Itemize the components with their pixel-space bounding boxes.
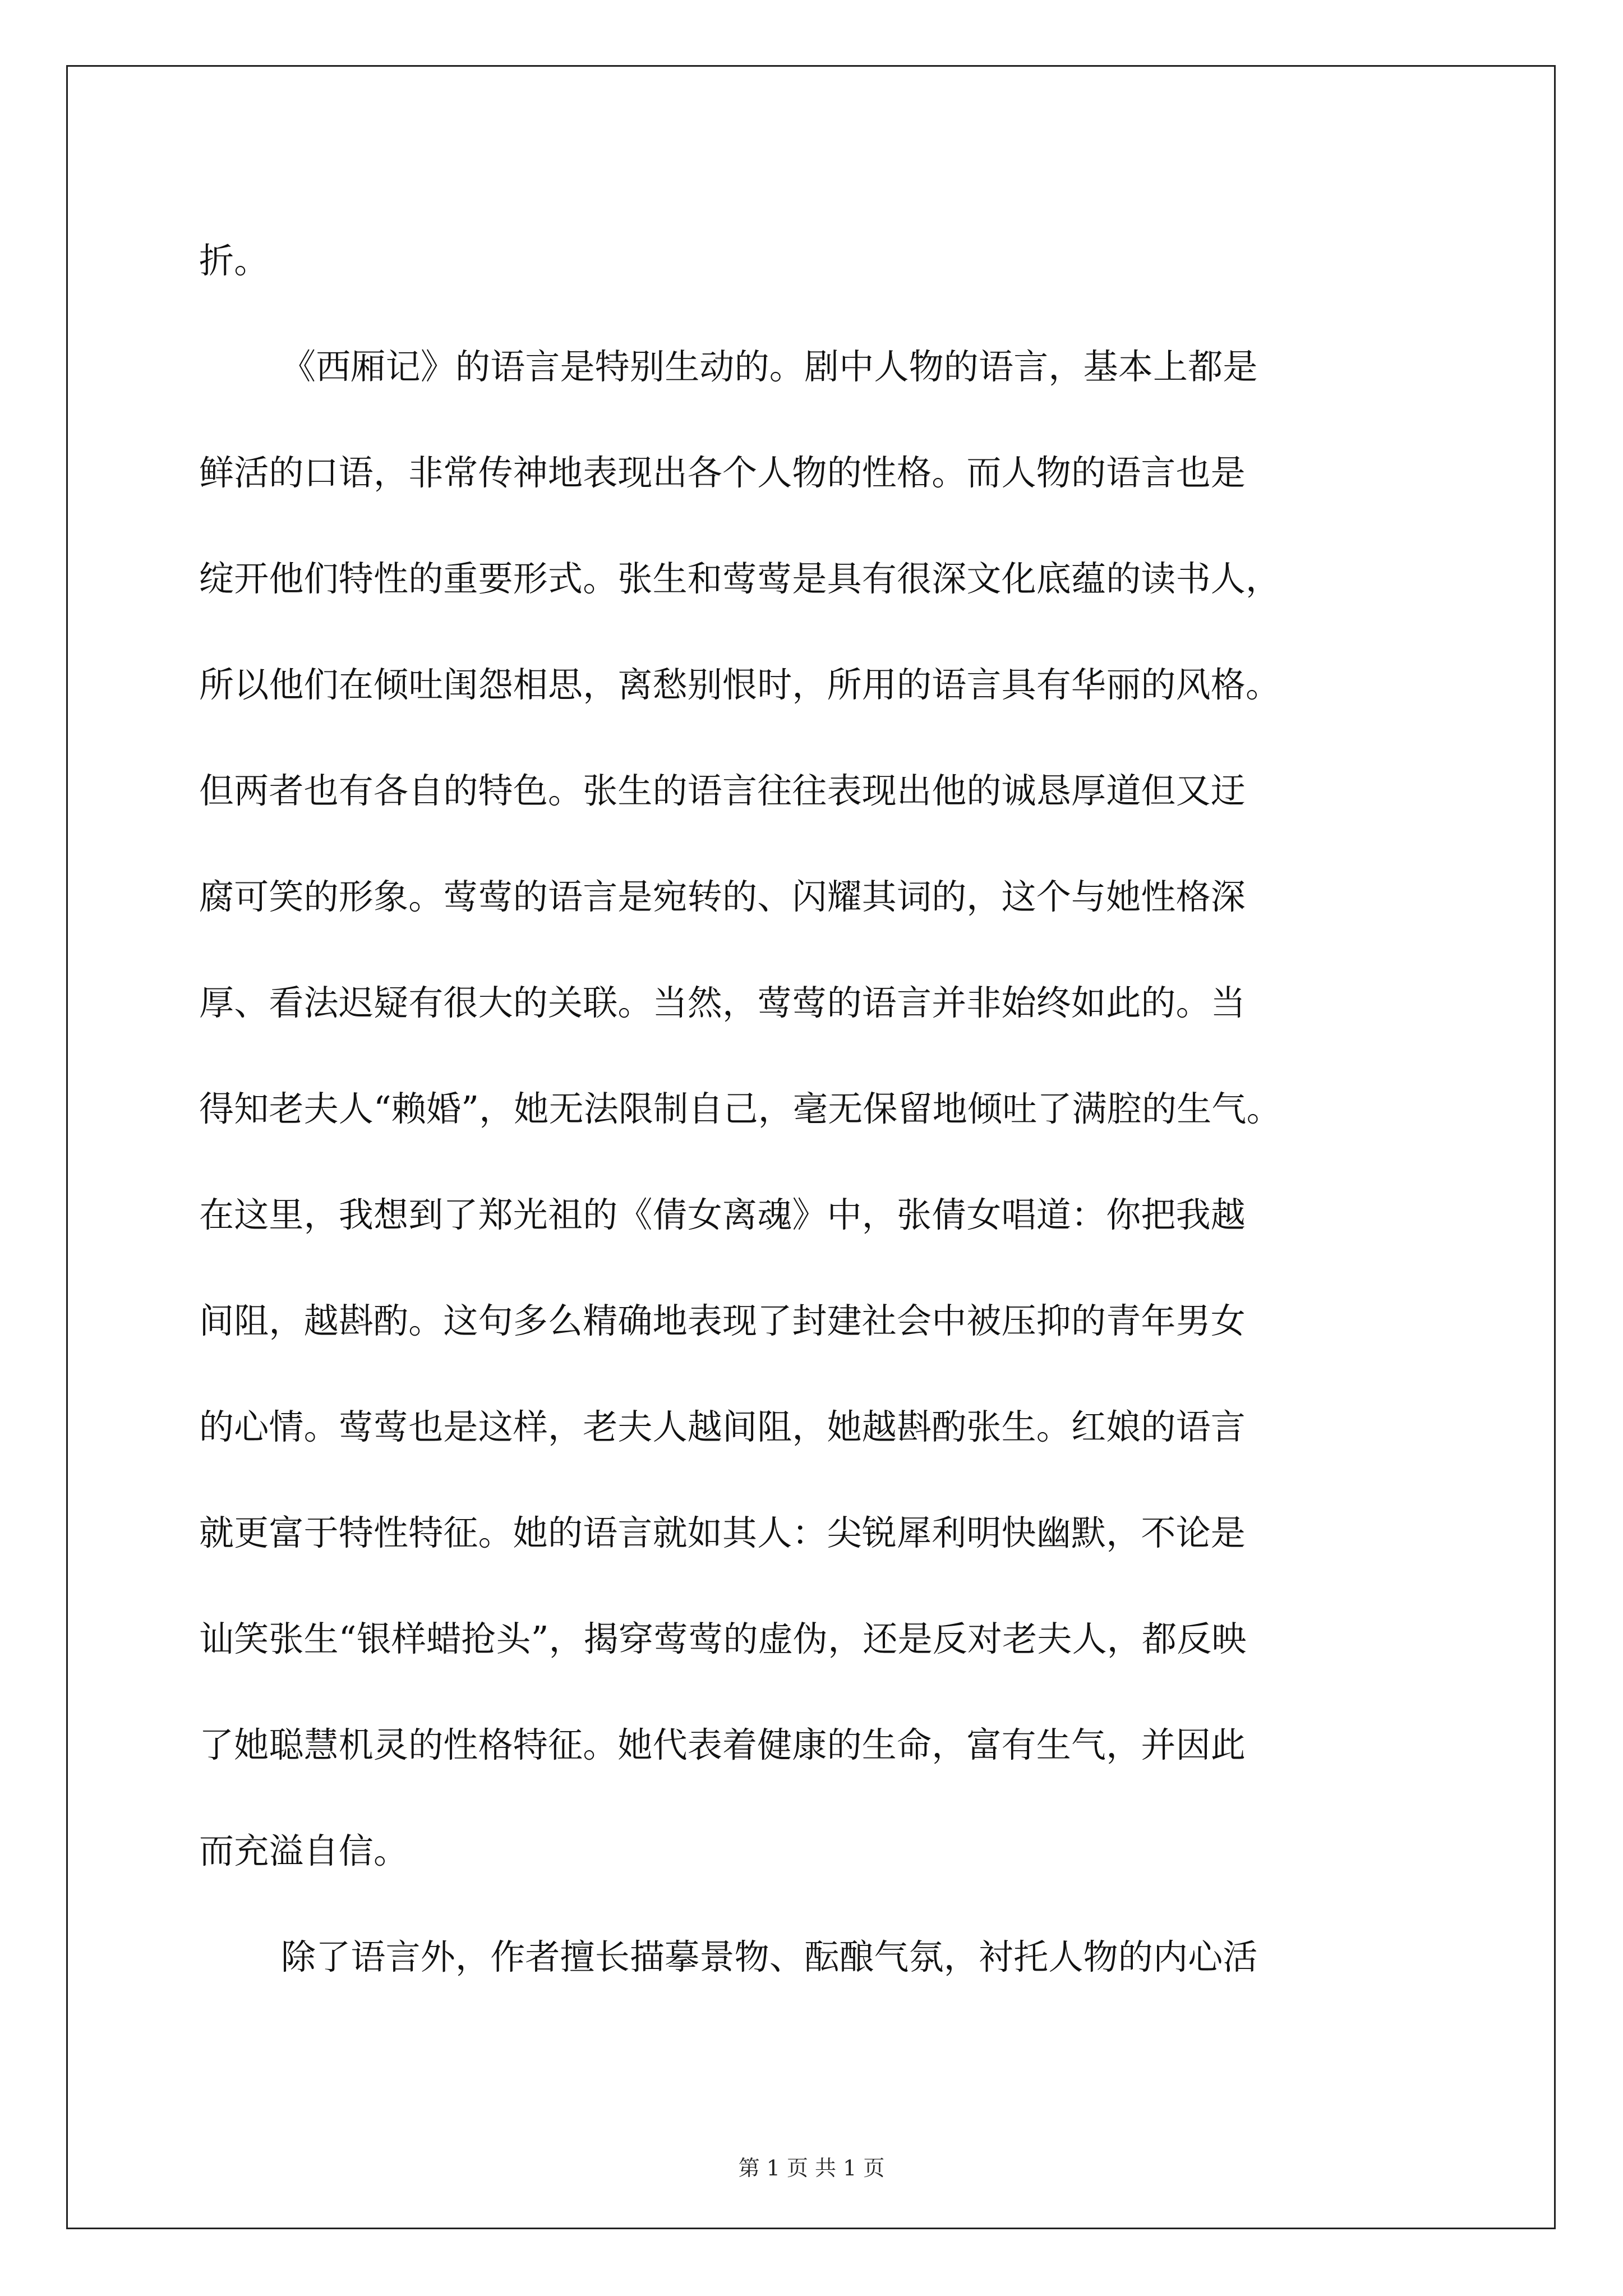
text-line: 绽开他们特性的重要形式。张生和莺莺是具有很深文化底蕴的读书人， [199,558,1281,599]
page-number-footer: 第 1 页 共 1 页 [738,2156,885,2180]
text-line: 腐可笑的形象。莺莺的语言是宛转的、闪耀其词的，这个与她性格深 [199,876,1246,917]
text-line: 《西厢记》的语言是特别生动的。剧中人物的语言，基本上都是 [281,346,1258,387]
text-line: 间阻，越斟酌。这句多么精确地表现了封建社会中被压抑的青年男女 [199,1300,1246,1341]
text-line: 所以他们在倾吐闺怨相思，离愁别恨时，所用的语言具有华丽的风格。 [199,664,1281,705]
text-line: 但两者也有各自的特色。张生的语言往往表现出他的诚恳厚道但又迂 [199,770,1246,811]
text-line: 得知老夫人“赖婚”，她无法限制自己，毫无保留地倾吐了满腔的生气。 [199,1088,1281,1129]
document-body [199,208,1450,2010]
text-line: 而充溢自信。 [199,1830,409,1871]
text-line: 讪笑张生“银样蜡抢头”，揭穿莺莺的虚伪，还是反对老夫人，都反映 [199,1618,1247,1659]
text-line: 厚、看法迟疑有很大的关联。当然，莺莺的语言并非始终如此的。当 [199,982,1246,1023]
text-line: 就更富于特性特征。她的语言就如其人：尖锐犀利明快幽默，不论是 [199,1512,1246,1553]
text-line: 除了语言外，作者擅长描摹景物、酝酿气氛，衬托人物的内心活 [281,1936,1258,1977]
text-line: 折。 [199,240,269,281]
text-line: 的心情。莺莺也是这样，老夫人越间阻，她越斟酌张生。红娘的语言 [199,1406,1246,1447]
text-line: 在这里，我想到了郑光祖的《倩女离魂》中，张倩女唱道：你把我越 [199,1194,1246,1235]
text-line: 了她聪慧机灵的性格特征。她代表着健康的生命，富有生气，并因此 [199,1724,1246,1765]
text-line: 鲜活的口语，非常传神地表现出各个人物的性格。而人物的语言也是 [199,452,1246,493]
